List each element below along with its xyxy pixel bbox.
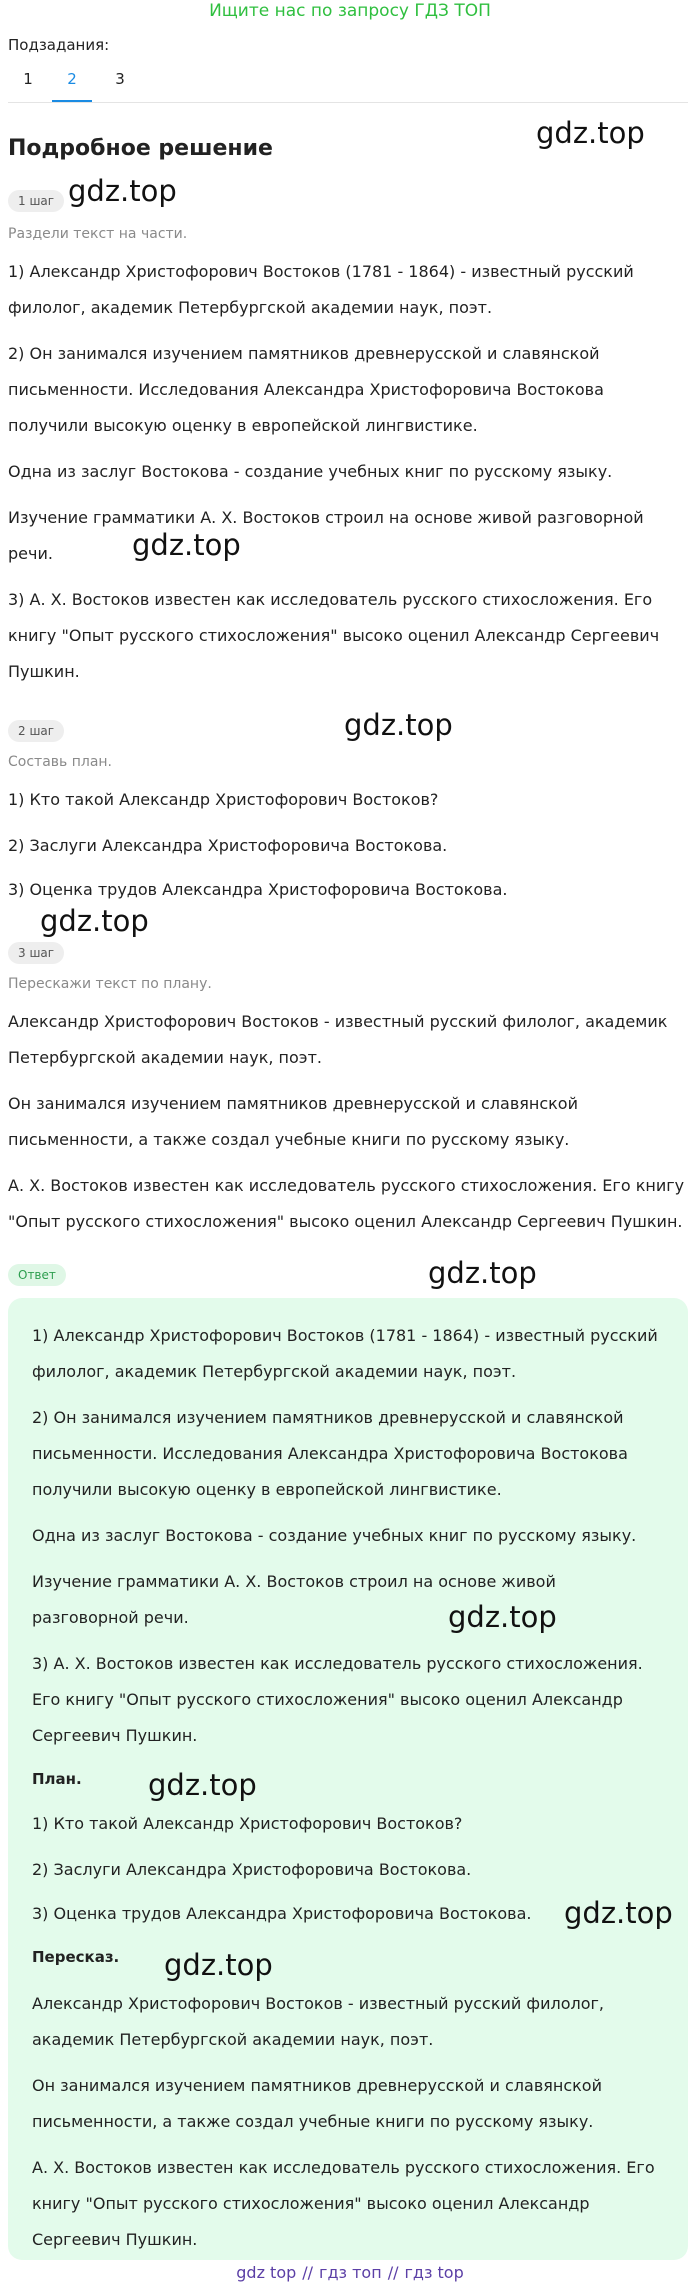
answer-line: Сергеевич Пушкин. (32, 1726, 198, 1745)
text-line: филолог, академик Петербургской академии наук, поэт. (8, 298, 493, 317)
answer-line: получили высокую оценку в европейской лингвистике. (32, 1480, 502, 1499)
footer-link-gdz-top-ru[interactable]: гдз топ (319, 2263, 382, 2282)
retell-line: письменности, а также создал учебные книги по русскому языку. (32, 2112, 594, 2131)
subtask-tabs (8, 64, 688, 103)
retell-line: Сергеевич Пушкин. (32, 2230, 198, 2249)
retell-line: А. Х. Востоков известен как исследователь русского стихосложения. Его (32, 2158, 655, 2177)
text-line: "Опыт русского стихосложения" высоко оценил Александр Сергеевич Пушкин. (8, 1212, 683, 1231)
footer-separator: // (387, 2263, 399, 2282)
watermark: gdz.top (344, 708, 453, 742)
text-line: письменности. Исследования Александра Христофоровича Востокова (8, 380, 604, 399)
plan-line: 3) Оценка трудов Александра Христофоровича Востокова. (32, 1904, 532, 1923)
answer-line: Его книгу "Опыт русского стихосложения" высоко оценил Александр (32, 1690, 623, 1709)
answer-line: 3) А. Х. Востоков известен как исследователь русского стихосложения. (32, 1654, 643, 1673)
text-line: Александр Христофорович Востоков - известный русский филолог, академик (8, 1012, 668, 1031)
answer-badge: Ответ (8, 1264, 66, 1286)
text-line: речи. (8, 544, 53, 563)
retell-label: Пересказ. (32, 1948, 120, 1966)
text-line: 2) Он занимался изучением памятников древнерусской и славянской (8, 344, 600, 363)
step-badge: 2 шаг (8, 720, 64, 742)
text-line: Изучение грамматики А. Х. Востоков строил на основе живой разговорной (8, 508, 644, 527)
step-hint: Составь план. (8, 754, 113, 770)
text-line: письменности, а также создал учебные книги по русскому языку. (8, 1130, 570, 1149)
plan-label: План. (32, 1770, 82, 1788)
watermark: gdz.top (564, 1896, 673, 1930)
answer-line: 2) Он занимался изучением памятников древнерусской и славянской (32, 1408, 624, 1427)
text-line: Пушкин. (8, 662, 80, 681)
answer-line: разговорной речи. (32, 1608, 189, 1627)
retell-line: Он занимался изучением памятников древнерусской и славянской (32, 2076, 602, 2095)
tab-subtask-2[interactable]: 2 (52, 70, 92, 102)
text-line: 2) Заслуги Александра Христофоровича Востокова. (8, 836, 448, 855)
tab-subtask-1[interactable]: 1 (23, 70, 33, 88)
footer-link-gdz-top[interactable]: gdz top (236, 2263, 297, 2282)
step-hint: Раздели текст на части. (8, 226, 188, 242)
watermark: gdz.top (448, 1600, 557, 1634)
footer-link-gdz-top-mixed[interactable]: гдз top (404, 2263, 464, 2282)
retell-line: Александр Христофорович Востоков - известный русский филолог, (32, 1994, 604, 2013)
text-line: 1) Кто такой Александр Христофорович Востоков? (8, 790, 439, 809)
text-line: 3) Оценка трудов Александра Христофоровича Востокова. (8, 880, 508, 899)
plan-line: 1) Кто такой Александр Христофорович Востоков? (32, 1814, 463, 1833)
watermark: gdz.top (68, 174, 177, 208)
answer-line: письменности. Исследования Александра Христофоровича Востокова (32, 1444, 628, 1463)
watermark: gdz.top (428, 1256, 537, 1290)
step-badge: 3 шаг (8, 942, 64, 964)
text-line: Он занимался изучением памятников древнерусской и славянской (8, 1094, 578, 1113)
section-title: Подробное решение (8, 136, 273, 161)
text-line: Петербургской академии наук, поэт. (8, 1048, 322, 1067)
text-line: 3) А. Х. Востоков известен как исследователь русского стихосложения. Его (8, 590, 653, 609)
retell-line: академик Петербургской академии наук, поэт. (32, 2030, 434, 2049)
watermark: gdz.top (536, 116, 645, 150)
watermark: gdz.top (40, 904, 149, 938)
watermark: gdz.top (164, 1948, 273, 1982)
answer-line: Изучение грамматики А. Х. Востоков строил на основе живой (32, 1572, 556, 1591)
text-line: Одна из заслуг Востокова - создание учебных книг по русскому языку. (8, 462, 613, 481)
tab-subtask-3[interactable]: 3 (115, 70, 125, 88)
step-badge: 1 шаг (8, 190, 64, 212)
watermark: gdz.top (148, 1768, 257, 1802)
text-line: получили высокую оценку в европейской лингвистике. (8, 416, 478, 435)
footer-separator: // (302, 2263, 314, 2282)
text-line: книгу "Опыт русского стихосложения" высоко оценил Александр Сергеевич (8, 626, 660, 645)
step-hint: Перескажи текст по плану. (8, 976, 212, 992)
answer-line: Одна из заслуг Востокова - создание учебных книг по русскому языку. (32, 1526, 637, 1545)
search-hint-banner: Ищите нас по запросу ГДЗ ТОП (209, 1, 491, 21)
answer-line: 1) Александр Христофорович Востоков (1781 - 1864) - известный русский (32, 1326, 658, 1345)
footer-links (0, 2262, 700, 2284)
subtasks-label: Подзадания: (8, 36, 110, 54)
text-line: 1) Александр Христофорович Востоков (1781 - 1864) - известный русский (8, 262, 634, 281)
retell-line: книгу "Опыт русского стихосложения" высоко оценил Александр (32, 2194, 590, 2213)
plan-line: 2) Заслуги Александра Христофоровича Востокова. (32, 1860, 472, 1879)
watermark: gdz.top (132, 528, 241, 562)
text-line: А. Х. Востоков известен как исследователь русского стихосложения. Его книгу (8, 1176, 685, 1195)
answer-line: филолог, академик Петербургской академии наук, поэт. (32, 1362, 517, 1381)
